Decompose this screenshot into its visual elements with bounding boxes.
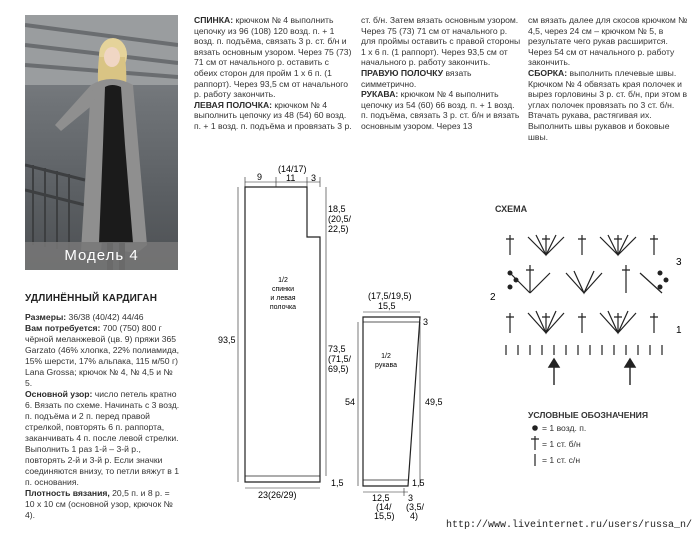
legend-item-chain: = 1 возд. п. (542, 423, 587, 433)
pattern-value: число петель кратно 6. Вязать по схеме. Начинать с 3 возд. п. подъёма и 2 п. перед правой стрелкой, повторять 6 п. раппорта, заканчивать 4 п. после левой стрелки. Выполнить 1 раз 1-й – 3-й р., повторять 2-й и 3-й р. Если значки соединяются внизу, то петли вяжут в 1 п. основания. (25, 389, 180, 487)
piece-label-1: 1/2 (278, 277, 288, 284)
page-title: УДЛИНЁННЫЙ КАРДИГАН (25, 293, 158, 304)
dim-top-11: 11 (286, 173, 296, 183)
sleeve-seam-length: 49,5 (425, 397, 443, 407)
legend-item-sc: = 1 ст. б/н (542, 439, 581, 449)
dim-length: 93,5 (218, 335, 236, 345)
dim-top-3: 3 (311, 173, 317, 183)
legend-item-hdc: = 1 ст. с/н (542, 455, 581, 465)
sleeve-bottom-3: 15,5) (374, 511, 395, 521)
left-front-text: крючком № 4 выполнить цепочку из 48 (54) 60 возд. п. + 1 возд. п. подъёма и провязать 3 р. (194, 99, 352, 131)
row-number-2: 2 (490, 292, 496, 303)
back-text: крючком № 4 выполнить цепочку из 96 (108) 120 возд. п. + 1 возд. п. подъёма, связать 3 р. ст. б/н и вязать основным узором. Через 75 (73) 71 см от начального р. оставить с обеих сторон для пройм 1 х 6 п. (1 раппорт). Через 93,5 см от начального р. работу закончить. (194, 15, 352, 100)
materials-value: 700 (750) 800 г чёрной меланжевой (цв. 9) пряжи 365 Garzato (46% хлопка, 22% полиамида, 15% шерсти, 17% альпака, 115 м/50 г) Lana Grossa; крючок № 4, № 4,5 и № 5. (25, 323, 180, 388)
dim-top-sizes: (14/17) (278, 164, 307, 174)
sleeve-bottom-4: 3 (408, 493, 414, 503)
sleeve-top-sizes: (17,5/19,5) (368, 291, 412, 301)
dim-bottom-band: 1,5 (331, 478, 344, 488)
density-label: Плотность вязания, (25, 488, 110, 498)
col3-text: ст. б/н. Затем вязать основным узором. Через 75 (73) 71 см от начального р. для проймы оставить с правой стороны 1 х 6 п. (1 раппорт). Через 93,5 см от начального р. работу закончить. (361, 15, 521, 68)
left-front-label: ЛЕВАЯ ПОЛОЧКА: (194, 99, 273, 110)
piece-label-3: и левая (270, 295, 296, 302)
scheme-title: СХЕМА (495, 204, 528, 214)
sleeve-text: крючком № 4 выполнить цепочку из 54 (60) 66 возд. п. + 1 возд. п. подъёма, связать 3 р. ст. б/н и вязать основным узором. Через 13 (361, 89, 520, 131)
sleeve-label-1: 1/2 (381, 353, 391, 360)
row-number-1: 1 (676, 325, 682, 336)
sleeve-bottom-2: (14/ (376, 502, 392, 512)
sleeve-pattern-diagram (340, 285, 460, 525)
dim-armhole-2: (20,5/ (328, 214, 352, 224)
text-column-3 (361, 15, 521, 132)
sleeve-top-band: 3 (423, 317, 429, 327)
density-value: 20,5 п. и 8 р. = 10 х 10 см (основной узор, крючок № 4). (25, 488, 173, 520)
sleeve-label-2: рукава (375, 362, 397, 369)
source-url[interactable]: http://www.liveinternet.ru/users/russa_n/ (445, 520, 692, 531)
piece-label-2: спинки (271, 286, 295, 293)
right-front-text: вязать симметрично. (361, 67, 472, 89)
photo-caption: Модель 4 (25, 242, 178, 270)
right-front-label: ПРАВУЮ ПОЛОЧКУ (361, 67, 444, 78)
legend-title: УСЛОВНЫЕ ОБОЗНАЧЕНИЯ (528, 410, 649, 420)
chain-stitch-icon (532, 425, 538, 431)
row-number-3: 3 (676, 257, 682, 268)
stitch-scheme (490, 225, 690, 395)
sleeve-bottom-6: 4) (410, 511, 419, 521)
sleeve-top-width: 15,5 (378, 301, 396, 311)
text-column-2 (194, 15, 354, 132)
dim-top-9: 9 (257, 172, 263, 182)
model-photo (25, 15, 178, 270)
assembly-label: СБОРКА: (528, 67, 568, 78)
sleeve-length: 54 (345, 397, 356, 407)
col4-text: см вязать далее для скосов крючком № 4,5, через 24 см – крючком № 5, в результате чего рукав расширится. Через 54 см от начального р. работу закончить. (528, 15, 688, 68)
dim-armhole-3: 22,5) (328, 224, 349, 234)
dim-bottom-width: 23(26/29) (258, 490, 297, 500)
dim-side-1: 73,5 (328, 344, 346, 354)
back-label: СПИНКА: (194, 15, 234, 25)
dim-side-3: 69,5) (328, 364, 349, 374)
single-crochet-icon (531, 436, 539, 450)
assembly-text: выполнить плечевые швы. Крючком № 4 обвязать края полочек и вырез горловины 3 р. ст. б/н, при этом в углах полочек провязать по 3 ст. б/н. Втачать рукава, растягивая их. Выполнить швы рукавов и боковые швы. (528, 67, 688, 142)
sizes-value: 36/38 (40/42) 44/46 (68, 312, 144, 322)
sleeve-bottom-band: 1,5 (412, 478, 425, 488)
sizes-label: Размеры: (25, 312, 67, 322)
dim-armhole-1: 18,5 (328, 204, 346, 214)
text-column-4 (528, 15, 688, 142)
materials-label: Вам потребуется: (25, 323, 101, 333)
sleeve-bottom-1: 12,5 (372, 493, 390, 503)
model-illustration (25, 15, 178, 270)
sleeve-bottom-5: (3,5/ (406, 502, 425, 512)
dim-side-2: (71,5/ (328, 354, 352, 364)
piece-label-4: полочка (269, 304, 297, 311)
pattern-label: Основной узор: (25, 389, 93, 399)
sleeve-label: РУКАВА: (361, 89, 399, 100)
left-description (25, 312, 181, 521)
